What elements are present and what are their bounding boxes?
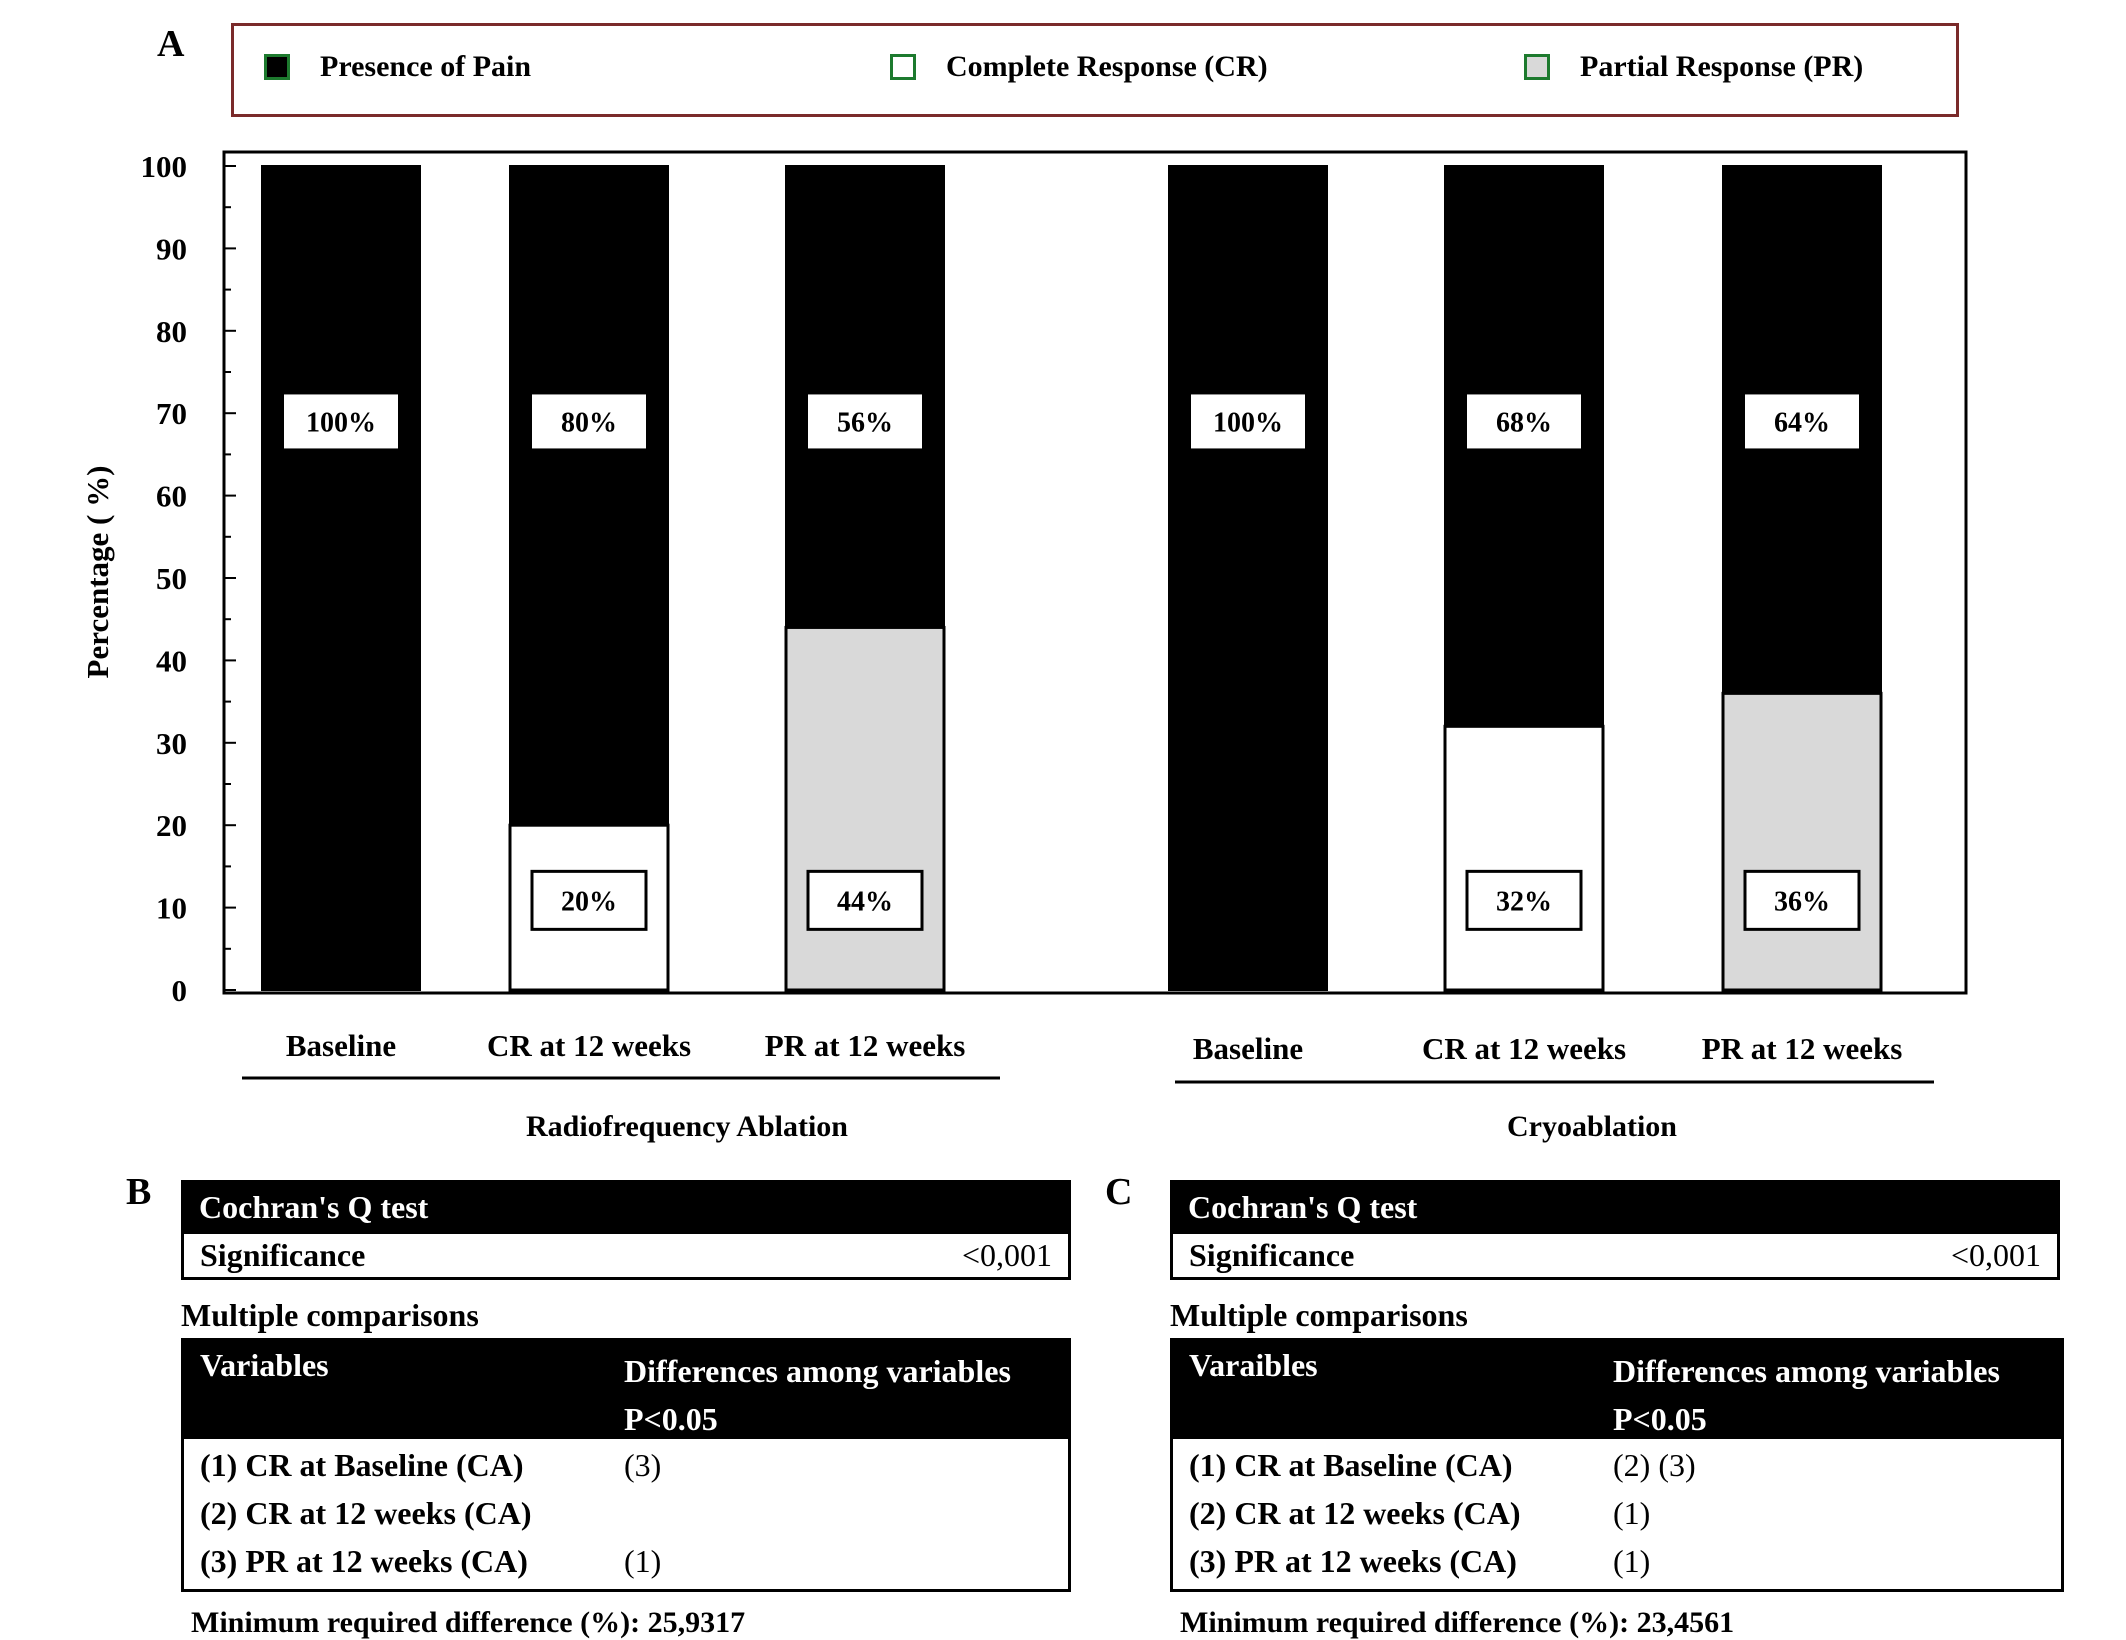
row-diff: (1)	[1613, 1495, 1651, 1531]
bar-response-label: 20%	[561, 886, 617, 918]
bar-pain-label: 80%	[561, 407, 617, 439]
significance-row	[181, 1234, 1071, 1280]
bar-response-segment	[1723, 693, 1881, 990]
row-variable: (2) CR at 12 weeks (CA)	[1189, 1495, 1521, 1531]
comparisons-header	[1173, 1341, 2061, 1439]
table-row	[184, 1489, 1068, 1537]
x-category-label: PR at 12 weeks	[764, 1028, 966, 1063]
y-axis-label: Percentage ( %)	[80, 465, 115, 679]
y-tick-label: 60	[156, 478, 187, 514]
col-differences	[1613, 1347, 2000, 1437]
comparisons-table	[181, 1338, 1071, 1592]
bar-response-label: 36%	[1774, 886, 1830, 918]
bar-pain-label: 100%	[306, 407, 376, 439]
bar-pain-segment	[510, 166, 668, 825]
significance-label: Significance	[200, 1237, 366, 1273]
panel-a-label: A	[157, 23, 185, 65]
panel-b-label: B	[126, 1171, 152, 1213]
y-tick-label: 30	[156, 725, 187, 761]
row-variable: (1) CR at Baseline (CA)	[200, 1447, 524, 1483]
bar-response-label: 44%	[837, 886, 893, 918]
row-diff: (2) (3)	[1613, 1447, 1696, 1483]
cochran-header: Cochran's Q test	[181, 1180, 1071, 1234]
row-diff: (1)	[1613, 1543, 1651, 1579]
plot-frame	[224, 152, 1966, 993]
bar-pain-label: 68%	[1496, 407, 1552, 439]
significance-value: <0,001	[1950, 1237, 2041, 1273]
table-row	[1173, 1441, 2061, 1489]
table-c	[1170, 1180, 2060, 1640]
legend-label-cr: Complete Response (CR)	[946, 50, 1268, 83]
bar-pain-segment	[262, 166, 420, 990]
x-category-label: Baseline	[1192, 1031, 1304, 1066]
y-tick-label: 10	[156, 890, 187, 926]
y-tick-label: 100	[140, 149, 187, 184]
group-label: Radiofrequency Ablation	[526, 1110, 848, 1143]
bar-pain-label: 64%	[1774, 407, 1830, 439]
row-variable: (3) PR at 12 weeks (CA)	[1189, 1543, 1517, 1579]
cochran-header: Cochran's Q test	[1170, 1180, 2060, 1234]
legend-label-pain: Presence of Pain	[320, 50, 532, 83]
panel-c-label: C	[1105, 1171, 1133, 1213]
legend-label-pr: Partial Response (PR)	[1580, 50, 1864, 83]
table-row	[184, 1537, 1068, 1585]
table-row	[1173, 1489, 2061, 1537]
comparisons-table	[1170, 1338, 2064, 1592]
y-tick-label: 20	[156, 808, 187, 844]
row-variable: (1) CR at Baseline (CA)	[1189, 1447, 1513, 1483]
y-tick-label: 50	[156, 561, 187, 596]
table-row	[1173, 1537, 2061, 1585]
y-tick-label: 0	[171, 973, 187, 1008]
bar-response-label: 32%	[1496, 886, 1552, 918]
table-row	[184, 1441, 1068, 1489]
col-variables: Varaibles	[1189, 1347, 1318, 1383]
x-category-label: CR at 12 weeks	[486, 1028, 692, 1063]
table-b	[181, 1180, 1071, 1640]
bar-pain-label: 100%	[1213, 407, 1283, 439]
row-variable: (3) PR at 12 weeks (CA)	[200, 1543, 528, 1579]
y-tick-label: 70	[156, 396, 187, 432]
significance-value: <0,001	[961, 1237, 1052, 1273]
significance-row	[1170, 1234, 2060, 1280]
y-tick-label: 90	[156, 231, 187, 267]
bar-response-segment	[786, 627, 944, 990]
group-label: Cryoablation	[1506, 1110, 1678, 1143]
x-category-label: PR at 12 weeks	[1701, 1031, 1903, 1066]
row-diff: (1)	[624, 1543, 662, 1579]
col-variables: Variables	[200, 1347, 329, 1383]
multiple-comparisons-title: Multiple comparisons	[1170, 1297, 1468, 1333]
y-tick-label: 40	[156, 643, 187, 679]
row-variable: (2) CR at 12 weeks (CA)	[200, 1495, 532, 1531]
x-category-label: CR at 12 weeks	[1421, 1031, 1627, 1066]
bar-pain-label: 56%	[837, 407, 893, 439]
col-differences-line2: P<0.05	[624, 1401, 718, 1437]
col-differences	[624, 1347, 1011, 1437]
multiple-comparisons-title: Multiple comparisons	[181, 1297, 479, 1333]
col-differences-line1: Differences among variables	[624, 1353, 1011, 1389]
row-diff: (3)	[624, 1447, 662, 1483]
significance-label: Significance	[1189, 1237, 1355, 1273]
min-required-difference: Minimum required difference (%): 25,9317	[191, 1606, 746, 1639]
bar-pain-segment	[1169, 166, 1327, 990]
min-required-difference: Minimum required difference (%): 23,4561	[1180, 1606, 1735, 1639]
x-category-label: Baseline	[285, 1028, 397, 1063]
col-differences-line2: P<0.05	[1613, 1401, 1707, 1437]
comparisons-header	[184, 1341, 1068, 1439]
bar-response-segment	[1445, 726, 1603, 990]
y-tick-label: 80	[156, 313, 187, 349]
col-differences-line1: Differences among variables	[1613, 1353, 2000, 1389]
